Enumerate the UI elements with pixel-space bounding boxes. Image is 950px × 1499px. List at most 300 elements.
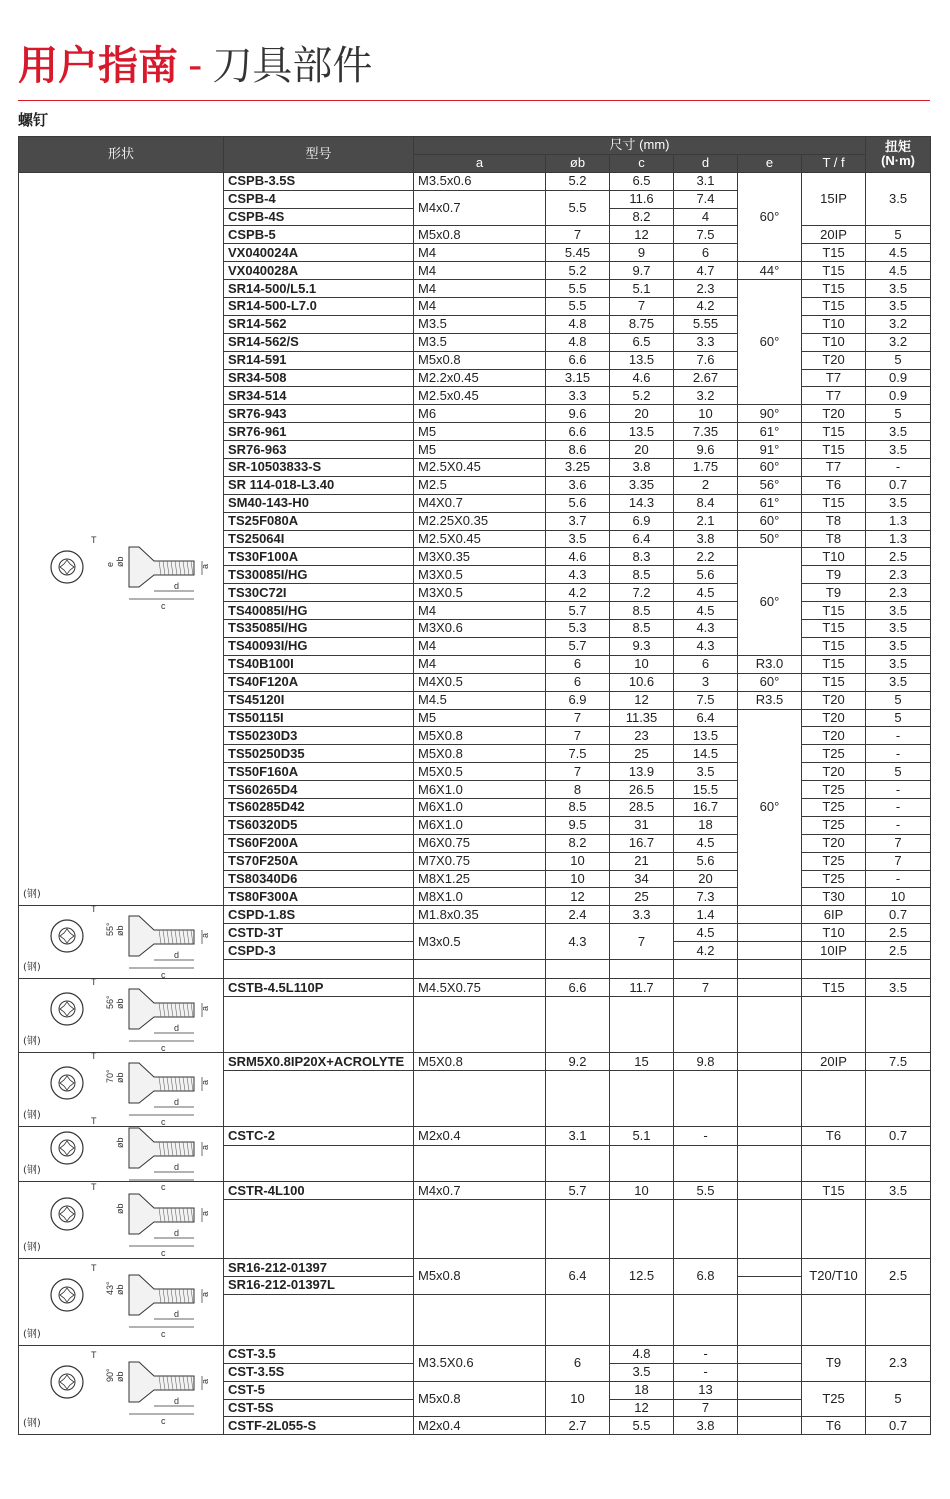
page-title — [18, 40, 372, 92]
c-cell: 6.9 — [610, 512, 674, 530]
diameter-cell: 5.2 — [546, 172, 610, 190]
header-tf: T / f — [802, 154, 866, 172]
svg-text:43°: 43° — [105, 1281, 115, 1296]
model-cell: TS70F250A — [224, 852, 414, 870]
diameter-cell: 7 — [546, 727, 610, 745]
tf-cell: T10 — [802, 548, 866, 566]
model-cell: TS50F160A — [224, 763, 414, 781]
thread-cell: M4x0.7 — [414, 190, 546, 226]
thread-cell: M2.5X0.45 — [414, 459, 546, 477]
diameter-cell: 8.2 — [546, 834, 610, 852]
torque-cell: 3.5 — [866, 280, 931, 298]
tf-cell: T7 — [802, 459, 866, 477]
d-cell: 4.7 — [674, 262, 738, 280]
c-cell: 12 — [610, 691, 674, 709]
model-cell: SR16-212-01397 — [224, 1259, 414, 1277]
thread-cell: M4 — [414, 280, 546, 298]
torque-cell: 5 — [866, 691, 931, 709]
d-cell: 13.5 — [674, 727, 738, 745]
thread-cell: M3.5X0.6 — [414, 1345, 546, 1381]
thread-cell: M4.5 — [414, 691, 546, 709]
e-cell: 60° — [738, 709, 802, 906]
spacer-cell — [546, 1146, 610, 1182]
c-cell: 7.2 — [610, 584, 674, 602]
diameter-cell: 4.3 — [546, 924, 610, 960]
d-cell: 7.3 — [674, 888, 738, 906]
diameter-cell: 3.1 — [546, 1127, 610, 1146]
diameter-cell: 3.3 — [546, 387, 610, 405]
spacer-cell — [224, 1071, 414, 1127]
diameter-cell: 4.2 — [546, 584, 610, 602]
diameter-cell: 5.3 — [546, 620, 610, 638]
spacer-cell — [866, 1294, 931, 1345]
spacer-cell — [674, 1294, 738, 1345]
torque-cell: - — [866, 727, 931, 745]
c-cell: 15 — [610, 1053, 674, 1071]
c-cell: 5.2 — [610, 387, 674, 405]
model-cell: SR14-562/S — [224, 333, 414, 351]
c-cell: 5.1 — [610, 1127, 674, 1146]
d-cell: 3.8 — [674, 1417, 738, 1435]
tf-cell: T25 — [802, 852, 866, 870]
diameter-cell: 5.7 — [546, 637, 610, 655]
model-cell: TS50115I — [224, 709, 414, 727]
svg-text:a: a — [200, 1211, 210, 1217]
thread-cell: M4 — [414, 262, 546, 280]
torque-cell: 5 — [866, 1381, 931, 1417]
diameter-cell: 4.8 — [546, 315, 610, 333]
model-cell: TS80340D6 — [224, 870, 414, 888]
svg-text:øb: øb — [115, 925, 125, 937]
model-cell: TS40093I/HG — [224, 637, 414, 655]
diameter-cell: 3.15 — [546, 369, 610, 387]
e-cell — [738, 1417, 802, 1435]
d-cell: 3.5 — [674, 763, 738, 781]
d-cell: - — [674, 1363, 738, 1381]
d-cell: 3.3 — [674, 333, 738, 351]
svg-text:a: a — [200, 933, 210, 939]
thread-cell: M4 — [414, 244, 546, 262]
model-cell: TS25064I — [224, 530, 414, 548]
d-cell: 8.4 — [674, 494, 738, 512]
e-cell: 60° — [738, 548, 802, 655]
spacer-cell — [546, 997, 610, 1053]
svg-text:c: c — [161, 600, 166, 611]
screw-drawing — [19, 1346, 223, 1430]
torque-cell: 3.5 — [866, 637, 931, 655]
diameter-cell: 7.5 — [546, 745, 610, 763]
screw-drawing — [19, 1259, 223, 1343]
diameter-cell: 6.4 — [546, 1259, 610, 1295]
c-cell: 25 — [610, 745, 674, 763]
d-cell: 7.5 — [674, 691, 738, 709]
tf-cell: T6 — [802, 1127, 866, 1146]
thread-cell: M3X0.6 — [414, 620, 546, 638]
tf-cell: T8 — [802, 512, 866, 530]
model-cell: CSPD-3 — [224, 942, 414, 960]
svg-text:d: d — [174, 1228, 180, 1239]
thread-cell: M4 — [414, 637, 546, 655]
tf-cell: T25 — [802, 781, 866, 799]
svg-text:70°: 70° — [105, 1069, 115, 1084]
svg-text:d: d — [174, 1097, 180, 1108]
diameter-cell: 6 — [546, 673, 610, 691]
tf-cell: T9 — [802, 1345, 866, 1381]
diameter-cell: 9.2 — [546, 1053, 610, 1071]
thread-cell: M8X1.25 — [414, 870, 546, 888]
steel-label: (钢) — [23, 962, 41, 974]
diameter-cell: 3.5 — [546, 530, 610, 548]
d-cell: 3 — [674, 673, 738, 691]
c-cell: 12.5 — [610, 1259, 674, 1295]
c-cell: 34 — [610, 870, 674, 888]
torque-cell: 3.5 — [866, 494, 931, 512]
thread-cell: M4 — [414, 298, 546, 316]
spacer-cell — [610, 1294, 674, 1345]
spacer-cell — [610, 1071, 674, 1127]
c-cell: 8.5 — [610, 566, 674, 584]
header-c: c — [610, 154, 674, 172]
torque-cell: 0.7 — [866, 1127, 931, 1146]
c-cell: 21 — [610, 852, 674, 870]
screw-drawing — [19, 1116, 223, 1193]
spacer-cell — [414, 1294, 546, 1345]
torque-cell: 2.3 — [866, 566, 931, 584]
tf-cell: T15 — [802, 280, 866, 298]
tf-cell: T20 — [802, 405, 866, 423]
thread-cell: M5x0.8 — [414, 1381, 546, 1417]
thread-cell: M3.5 — [414, 333, 546, 351]
spacer-cell — [802, 1071, 866, 1127]
tf-cell: 15IP — [802, 172, 866, 226]
e-cell: 91° — [738, 441, 802, 459]
svg-text:a: a — [200, 1292, 210, 1298]
torque-cell: 5 — [866, 709, 931, 727]
spacer-cell — [802, 960, 866, 979]
svg-text:øb: øb — [115, 1203, 125, 1215]
model-cell: CSPB-5 — [224, 226, 414, 244]
thread-cell: M4x0.7 — [414, 1182, 546, 1200]
spacer-cell — [674, 1146, 738, 1182]
tf-cell: T15 — [802, 655, 866, 673]
thread-cell: M6X1.0 — [414, 816, 546, 834]
model-cell: TS25F080A — [224, 512, 414, 530]
tf-cell: T9 — [802, 566, 866, 584]
diameter-cell: 6.6 — [546, 423, 610, 441]
model-cell: CST-5 — [224, 1381, 414, 1399]
thread-cell: M2.2x0.45 — [414, 369, 546, 387]
c-cell: 10 — [610, 655, 674, 673]
torque-cell: - — [866, 781, 931, 799]
thread-cell: M6X0.75 — [414, 834, 546, 852]
torque-cell: 2.3 — [866, 584, 931, 602]
d-cell: 4.3 — [674, 620, 738, 638]
title-separator: - — [188, 43, 203, 89]
c-cell: 20 — [610, 405, 674, 423]
diameter-cell: 3.7 — [546, 512, 610, 530]
torque-cell: - — [866, 459, 931, 477]
torque-cell: 7 — [866, 834, 931, 852]
c-cell: 28.5 — [610, 798, 674, 816]
model-cell: SR 114-018-L3.40 — [224, 476, 414, 494]
tf-cell: T20 — [802, 727, 866, 745]
torque-cell: - — [866, 816, 931, 834]
spacer-cell — [610, 1200, 674, 1259]
torque-cell: 0.7 — [866, 476, 931, 494]
model-cell: VX040028A — [224, 262, 414, 280]
spacer-cell — [546, 1200, 610, 1259]
torque-cell: 0.7 — [866, 906, 931, 924]
c-cell: 25 — [610, 888, 674, 906]
screw-drawing — [19, 904, 223, 981]
model-cell: SR34-508 — [224, 369, 414, 387]
title-sub: 刀具部件 — [212, 43, 373, 89]
model-cell: CSTB-4.5L110P — [224, 979, 414, 997]
d-cell: 13 — [674, 1381, 738, 1399]
e-cell: R3.0 — [738, 655, 802, 673]
c-cell: 9 — [610, 244, 674, 262]
d-cell: 4 — [674, 208, 738, 226]
svg-text:c: c — [161, 1415, 166, 1426]
c-cell: 5.5 — [610, 1417, 674, 1435]
c-cell: 12 — [610, 1399, 674, 1417]
diameter-cell: 8.5 — [546, 798, 610, 816]
c-cell: 4.8 — [610, 1345, 674, 1363]
thread-cell: M6X1.0 — [414, 798, 546, 816]
shape-cell — [19, 1182, 224, 1259]
d-cell: 2.3 — [674, 280, 738, 298]
d-cell: 9.6 — [674, 441, 738, 459]
spacer-cell — [674, 960, 738, 979]
thread-cell: M5 — [414, 441, 546, 459]
svg-text:T: T — [91, 1116, 97, 1127]
spacer-cell — [866, 1146, 931, 1182]
tf-cell: T20 — [802, 351, 866, 369]
c-cell: 3.5 — [610, 1363, 674, 1381]
spacer-cell — [866, 997, 931, 1053]
diameter-cell: 10 — [546, 870, 610, 888]
c-cell: 8.5 — [610, 602, 674, 620]
e-cell — [738, 1182, 802, 1200]
tf-cell: T8 — [802, 530, 866, 548]
d-cell: 1.4 — [674, 906, 738, 924]
torque-cell: - — [866, 870, 931, 888]
model-cell: TS40F120A — [224, 673, 414, 691]
tf-cell: T20/T10 — [802, 1259, 866, 1295]
diameter-cell: 5.45 — [546, 244, 610, 262]
steel-label: (钢) — [23, 1418, 41, 1430]
d-cell: 6.8 — [674, 1259, 738, 1295]
spacer-cell — [738, 1146, 802, 1182]
thread-cell: M7X0.75 — [414, 852, 546, 870]
spacer-cell — [224, 997, 414, 1053]
svg-text:øb: øb — [115, 1137, 125, 1149]
tf-cell: T7 — [802, 387, 866, 405]
c-cell: 8.2 — [610, 208, 674, 226]
diameter-cell: 12 — [546, 888, 610, 906]
tf-cell: T10 — [802, 333, 866, 351]
thread-cell: M6X1.0 — [414, 781, 546, 799]
model-cell: SR14-500-L7.0 — [224, 298, 414, 316]
tf-cell: T20 — [802, 691, 866, 709]
tf-cell: T10 — [802, 924, 866, 942]
diameter-cell: 5.5 — [546, 280, 610, 298]
shape-cell — [19, 1053, 224, 1127]
c-cell: 4.6 — [610, 369, 674, 387]
thread-cell: M3X0.5 — [414, 584, 546, 602]
c-cell: 7 — [610, 924, 674, 960]
e-cell: R3.5 — [738, 691, 802, 709]
spacer-cell — [674, 1071, 738, 1127]
thread-cell: M4 — [414, 602, 546, 620]
screw-table — [18, 136, 931, 1435]
diameter-cell: 9.5 — [546, 816, 610, 834]
tf-cell: T7 — [802, 369, 866, 387]
tf-cell: T15 — [802, 979, 866, 997]
c-cell: 26.5 — [610, 781, 674, 799]
torque-cell: 3.5 — [866, 1182, 931, 1200]
e-cell — [738, 1127, 802, 1146]
svg-text:c: c — [161, 1182, 166, 1193]
svg-text:e: e — [105, 561, 115, 567]
d-cell: 1.75 — [674, 459, 738, 477]
model-cell: TS60F200A — [224, 834, 414, 852]
tf-cell: T15 — [802, 673, 866, 691]
thread-cell: M3.5 — [414, 315, 546, 333]
spacer-cell — [610, 960, 674, 979]
tf-cell: T25 — [802, 745, 866, 763]
d-cell: 7 — [674, 1399, 738, 1417]
diameter-cell: 6.6 — [546, 979, 610, 997]
svg-text:a: a — [200, 1006, 210, 1012]
e-cell: 44° — [738, 262, 802, 280]
thread-cell: M5 — [414, 423, 546, 441]
torque-cell: 3.2 — [866, 315, 931, 333]
c-cell: 3.8 — [610, 459, 674, 477]
e-cell: 60° — [738, 280, 802, 405]
torque-cell: 3.5 — [866, 172, 931, 226]
diameter-cell: 4.8 — [546, 333, 610, 351]
c-cell: 6.5 — [610, 172, 674, 190]
torque-cell: 3.5 — [866, 620, 931, 638]
svg-text:øb: øb — [115, 1284, 125, 1296]
model-cell: SM40-143-H0 — [224, 494, 414, 512]
model-cell: CSTC-2 — [224, 1127, 414, 1146]
thread-cell: M8X1.0 — [414, 888, 546, 906]
tf-cell: T15 — [802, 441, 866, 459]
thread-cell: M2.5 — [414, 476, 546, 494]
model-cell: TS60265D4 — [224, 781, 414, 799]
model-cell: CST-3.5 — [224, 1345, 414, 1363]
diameter-cell: 5.2 — [546, 262, 610, 280]
title-main: 用户指南 — [18, 43, 178, 89]
steel-label: (钢) — [23, 889, 41, 901]
model-cell: SR34-514 — [224, 387, 414, 405]
c-cell: 20 — [610, 441, 674, 459]
shape-cell — [19, 906, 224, 979]
e-cell: 60° — [738, 459, 802, 477]
tf-cell: T30 — [802, 888, 866, 906]
tf-cell: T15 — [802, 298, 866, 316]
d-cell: 7.35 — [674, 423, 738, 441]
c-cell: 9.3 — [610, 637, 674, 655]
torque-cell: 3.5 — [866, 423, 931, 441]
c-cell: 14.3 — [610, 494, 674, 512]
thread-cell: M5X0.8 — [414, 745, 546, 763]
tf-cell: T15 — [802, 1182, 866, 1200]
model-cell: SR76-943 — [224, 405, 414, 423]
torque-cell: 1.3 — [866, 530, 931, 548]
torque-cell: 1.3 — [866, 512, 931, 530]
thread-cell: M4 — [414, 655, 546, 673]
spacer-cell — [546, 1071, 610, 1127]
d-cell: 20 — [674, 870, 738, 888]
svg-text:T: T — [91, 1051, 97, 1062]
steel-label: (钢) — [23, 1165, 41, 1177]
thread-cell: M2x0.4 — [414, 1417, 546, 1435]
svg-text:T: T — [91, 1349, 97, 1360]
diameter-cell: 4.3 — [546, 566, 610, 584]
d-cell: 3.1 — [674, 172, 738, 190]
torque-cell: 5 — [866, 351, 931, 369]
model-cell: TS45120I — [224, 691, 414, 709]
thread-cell: M4.5X0.75 — [414, 979, 546, 997]
model-cell: CSPB-4S — [224, 208, 414, 226]
model-cell: CSTD-3T — [224, 924, 414, 942]
spacer-cell — [224, 1294, 414, 1345]
thread-cell: M4X0.5 — [414, 673, 546, 691]
c-cell: 11.35 — [610, 709, 674, 727]
svg-text:øb: øb — [115, 1072, 125, 1084]
diameter-cell: 6 — [546, 1345, 610, 1381]
table-row — [19, 1182, 931, 1200]
torque-cell: 2.5 — [866, 548, 931, 566]
diameter-cell: 6.6 — [546, 351, 610, 369]
spacer-cell — [738, 960, 802, 979]
tf-cell: T15 — [802, 423, 866, 441]
e-cell — [738, 979, 802, 997]
torque-cell: 5 — [866, 763, 931, 781]
model-cell: SRM5X0.8IP20X+ACROLYTE — [224, 1053, 414, 1071]
tf-cell: T9 — [802, 584, 866, 602]
spacer-cell — [866, 960, 931, 979]
d-cell: 14.5 — [674, 745, 738, 763]
diameter-cell: 8.6 — [546, 441, 610, 459]
spacer-cell — [224, 1200, 414, 1259]
svg-text:T: T — [91, 904, 97, 915]
d-cell: 5.6 — [674, 852, 738, 870]
model-cell: TS30F100A — [224, 548, 414, 566]
svg-text:T: T — [91, 1182, 97, 1193]
thread-cell: M2.5X0.45 — [414, 530, 546, 548]
tf-cell: T20 — [802, 763, 866, 781]
tf-cell: T6 — [802, 1417, 866, 1435]
model-cell: SR-10503833-S — [224, 459, 414, 477]
torque-cell: 3.2 — [866, 333, 931, 351]
e-cell: 61° — [738, 423, 802, 441]
c-cell: 11.7 — [610, 979, 674, 997]
thread-cell: M4X0.7 — [414, 494, 546, 512]
diameter-cell: 7 — [546, 763, 610, 781]
spacer-cell — [802, 1200, 866, 1259]
svg-text:a: a — [200, 1145, 210, 1151]
torque-cell: 3.5 — [866, 602, 931, 620]
tf-cell: T25 — [802, 870, 866, 888]
d-cell: 4.2 — [674, 942, 738, 960]
torque-cell: 3.5 — [866, 979, 931, 997]
svg-text:c: c — [161, 970, 166, 981]
d-cell: 6.4 — [674, 709, 738, 727]
